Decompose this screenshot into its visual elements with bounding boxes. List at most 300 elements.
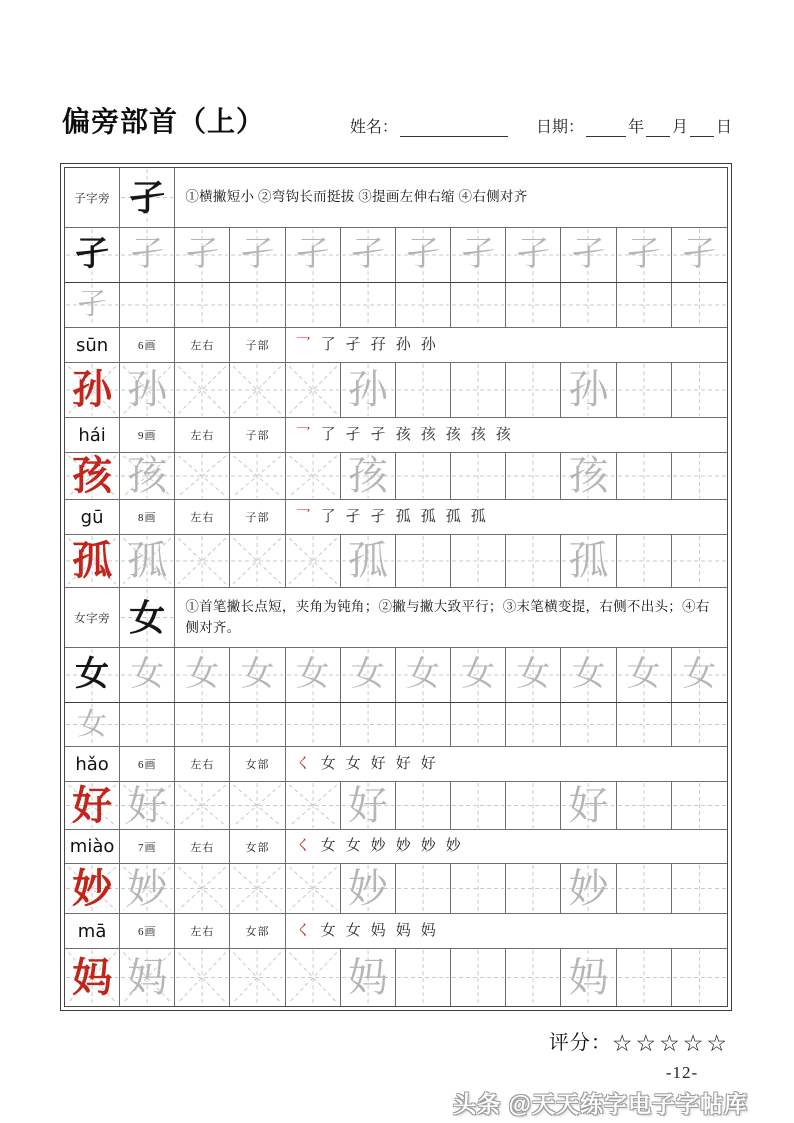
mi-grid-guides (286, 535, 340, 587)
practice-character: 孙 (347, 367, 388, 412)
stroke-order-step: 女 (320, 838, 336, 854)
structure-cell: 左右 (175, 418, 230, 452)
empty-practice-cell (286, 703, 341, 746)
table-row-trace (65, 648, 727, 703)
rating-label: 评分： (548, 1032, 612, 1054)
practice-character: 女 (240, 656, 275, 693)
month-suffix: 月 (671, 119, 688, 136)
table-row-radical_header (65, 168, 727, 228)
stroke-order-step: 好 (420, 755, 436, 772)
stroke-order-step: 孖 (370, 336, 386, 353)
trace-practice-cell (175, 648, 230, 702)
stroke-order-step: く (295, 838, 311, 854)
practice-character: 孑 (406, 236, 441, 273)
table-row-info (65, 747, 727, 782)
mi-grid-guides (175, 535, 229, 587)
practice-character: 好 (127, 782, 168, 828)
stroke-count-cell: 9画 (120, 418, 175, 452)
cross-grid-guides (672, 363, 727, 417)
empty-practice-cell (561, 283, 616, 327)
character-practice-cell (65, 535, 120, 587)
table-row-chars (65, 535, 727, 588)
cross-grid-guides (672, 782, 727, 829)
character-practice-cell (175, 453, 230, 499)
rating-stars: ☆☆☆☆☆ (611, 1031, 730, 1056)
stroke-order-step: 妙 (370, 838, 386, 854)
month-blank (646, 121, 670, 137)
trace-practice-cell (230, 648, 285, 702)
practice-character: 妙 (127, 865, 168, 911)
character-practice-cell (672, 535, 727, 587)
cross-grid-guides (506, 949, 560, 1006)
radical-instructions-cell: ①横撇短小 ②弯钩长而挺拔 ③提画左伸右缩 ④右侧对齐 (185, 189, 528, 205)
practice-character: 好 (347, 782, 388, 828)
table-row-chars (65, 949, 727, 1006)
stroke-order-step: く (295, 922, 311, 939)
cross-grid-guides (506, 535, 560, 587)
trace-practice-cell (451, 228, 506, 282)
character-practice-cell (561, 453, 616, 499)
character-practice-cell (672, 363, 727, 417)
character-practice-cell (230, 782, 285, 829)
character-practice-cell (561, 949, 616, 1006)
character-practice-cell (230, 453, 285, 499)
character-practice-cell (286, 453, 341, 499)
page-header (62, 100, 732, 140)
stroke-order-step: 女 (320, 922, 336, 939)
empty-practice-cell (396, 703, 451, 746)
practice-character: 女 (350, 656, 385, 693)
character-practice-cell (65, 864, 120, 913)
stroke-order-step: 孤 (470, 508, 486, 525)
cross-grid-guides (672, 453, 727, 499)
cross-grid-guides (672, 535, 727, 587)
table-row-info (65, 328, 727, 363)
practice-character: 妙 (72, 865, 113, 911)
cross-grid-guides (396, 782, 450, 829)
pinyin-cell (65, 418, 120, 452)
structure-cell: 左右 (175, 747, 230, 781)
stroke-order-cell (286, 747, 727, 781)
character-practice-cell (561, 782, 616, 829)
practice-character: 孙 (568, 367, 609, 412)
character-practice-cell (230, 363, 285, 417)
mi-grid-guides (230, 453, 284, 499)
mi-grid-guides (175, 363, 229, 417)
practice-character: 孑 (571, 236, 606, 273)
stroke-order-step: 乛 (295, 508, 311, 525)
stroke-count-cell: 7画 (120, 830, 175, 863)
empty-practice-cell (341, 703, 396, 746)
character-practice-cell (396, 535, 451, 587)
character-practice-cell (65, 363, 120, 417)
mi-grid-guides (175, 949, 229, 1006)
cross-grid-guides (672, 283, 727, 327)
cross-grid-guides (451, 864, 505, 913)
character-practice-cell (230, 535, 285, 587)
character-practice-cell (341, 949, 396, 1006)
stroke-order-step: 孑 (345, 508, 361, 525)
cross-grid-guides (175, 703, 229, 746)
character-practice-cell (451, 363, 506, 417)
table-row-faint (65, 702, 727, 747)
stroke-order-step: 孩 (420, 426, 436, 443)
table-row-info (65, 418, 727, 453)
trace-practice-cell (672, 228, 727, 282)
practice-character: 女 (461, 656, 496, 693)
stroke-order-step: 孑 (370, 426, 386, 443)
cross-grid-guides (506, 283, 560, 327)
year-suffix: 年 (627, 119, 644, 136)
mi-grid-guides (286, 782, 340, 829)
practice-character: 孑 (129, 177, 166, 218)
character-practice-cell (230, 949, 285, 1006)
stroke-order-step: 好 (370, 755, 386, 772)
cross-grid-guides (617, 363, 671, 417)
stroke-order-step: 妙 (445, 838, 461, 854)
cross-grid-guides (451, 453, 505, 499)
cross-grid-guides (617, 703, 671, 746)
practice-character: 孙 (127, 367, 168, 412)
stroke-order-step: 了 (320, 426, 336, 443)
character-practice-cell (120, 535, 175, 587)
trace-practice-cell (561, 228, 616, 282)
practice-character: 孑 (682, 236, 717, 273)
character-practice-cell (286, 363, 341, 417)
character-practice-cell (506, 949, 561, 1006)
radical-cell: 女部 (230, 747, 285, 781)
stroke-order-step: 孩 (445, 426, 461, 443)
empty-practice-cell (230, 703, 285, 746)
trace-practice-cell (175, 228, 230, 282)
stroke-order-step: 女 (345, 838, 361, 854)
empty-practice-cell (451, 703, 506, 746)
pinyin-label: hái (78, 424, 106, 446)
character-practice-cell (396, 782, 451, 829)
cross-grid-guides (341, 283, 395, 327)
stroke-order-step: 孤 (445, 508, 461, 525)
cross-grid-guides (561, 283, 615, 327)
character-practice-cell (65, 949, 120, 1006)
practice-character: 好 (72, 782, 113, 828)
stroke-order-step: 孤 (395, 508, 411, 525)
character-practice-cell (341, 363, 396, 417)
table-row-chars (65, 782, 727, 830)
name-blank (400, 121, 508, 137)
mi-grid-guides (230, 949, 284, 1006)
empty-practice-cell (506, 283, 561, 327)
stroke-order-step: 妈 (395, 922, 411, 939)
empty-practice-cell (451, 283, 506, 327)
practice-character: 女 (571, 656, 606, 693)
empty-practice-cell (341, 283, 396, 327)
stroke-count-cell: 8画 (120, 500, 175, 534)
radical-instructions-cell: ①首笔撇长点短，夹角为钝角；②撇与撇大致平行；③末笔横变提，右侧不出头；④右侧对齐。 (185, 598, 710, 635)
mi-grid-guides (175, 453, 229, 499)
table-row-radical_header (65, 588, 727, 648)
character-practice-cell (561, 363, 616, 417)
character-practice-cell (396, 949, 451, 1006)
character-practice-cell (506, 363, 561, 417)
practice-character: 女 (130, 656, 165, 693)
character-practice-cell (286, 949, 341, 1006)
cross-grid-guides (672, 949, 727, 1006)
cross-grid-guides (451, 949, 505, 1006)
character-practice-cell (120, 453, 175, 499)
character-practice-cell (561, 864, 616, 913)
empty-practice-cell (175, 283, 230, 327)
stroke-order-step: 了 (320, 336, 336, 353)
character-practice-cell (341, 864, 396, 913)
character-practice-cell (617, 782, 672, 829)
practice-character: 女 (406, 656, 441, 693)
stroke-order-step: 了 (320, 508, 336, 525)
pinyin-label: miào (69, 836, 115, 857)
name-date-line (350, 114, 732, 140)
cross-grid-guides (396, 453, 450, 499)
practice-character: 女 (185, 656, 220, 693)
practice-character: 女 (129, 597, 166, 638)
trace-practice-cell (396, 648, 451, 702)
stroke-count-cell: 6画 (120, 747, 175, 781)
table-row-info (65, 914, 727, 949)
trace-practice-cell (561, 648, 616, 702)
practice-character: 女 (682, 656, 717, 693)
practice-character: 孑 (130, 236, 165, 273)
stroke-order-cell (286, 914, 727, 948)
character-practice-cell (506, 453, 561, 499)
character-practice-cell (396, 363, 451, 417)
stroke-order-step: 女 (345, 755, 361, 772)
cross-grid-guides (617, 864, 671, 913)
stroke-order-step: 乛 (295, 426, 311, 443)
cross-grid-guides (451, 703, 505, 746)
empty-practice-cell (617, 703, 672, 746)
cross-grid-guides (617, 782, 671, 829)
practice-character: 孤 (72, 538, 113, 583)
stroke-order-step: 孩 (395, 426, 411, 443)
practice-character: 孑 (240, 236, 275, 273)
character-practice-cell (175, 782, 230, 829)
character-practice-cell (396, 453, 451, 499)
stroke-order-step: 好 (395, 755, 411, 772)
cross-grid-guides (396, 949, 450, 1006)
table-row-info (65, 830, 727, 864)
stroke-order-step: 孙 (395, 336, 411, 353)
table-row-trace (65, 228, 727, 283)
practice-character: 妙 (568, 865, 609, 911)
stroke-order-cell (286, 418, 727, 452)
radical-cell: 子部 (230, 500, 285, 534)
character-practice-cell (120, 864, 175, 913)
table-row-faint (65, 282, 727, 328)
empty-practice-cell (120, 703, 175, 746)
trace-practice-cell (617, 648, 672, 702)
character-practice-cell (617, 864, 672, 913)
cross-grid-guides (396, 864, 450, 913)
stroke-order-step: 孑 (345, 426, 361, 443)
radical-name-cell: 女字旁 (65, 588, 120, 647)
mi-grid-guides (230, 864, 284, 913)
cross-grid-guides (451, 782, 505, 829)
pinyin-cell (65, 914, 120, 948)
name-label: 姓名： (349, 119, 398, 136)
pinyin-cell (65, 500, 120, 534)
empty-practice-cell (672, 283, 727, 327)
empty-practice-cell (120, 283, 175, 327)
practice-character: 好 (568, 782, 609, 828)
trace-practice-cell (65, 228, 120, 282)
character-practice-cell (230, 864, 285, 913)
cross-grid-guides (230, 283, 284, 327)
stroke-order-step: 妈 (420, 922, 436, 939)
character-practice-cell (506, 782, 561, 829)
trace-practice-cell (120, 648, 175, 702)
cross-grid-guides (451, 283, 505, 327)
character-practice-cell (451, 864, 506, 913)
character-practice-cell (451, 453, 506, 499)
character-practice-cell (672, 949, 727, 1006)
pinyin-label: mā (77, 920, 107, 942)
trace-practice-cell (286, 648, 341, 702)
trace-practice-cell (451, 648, 506, 702)
structure-cell: 左右 (175, 914, 230, 948)
trace-practice-cell (120, 228, 175, 282)
practice-character: 孩 (568, 453, 609, 498)
radical-cell: 子部 (230, 328, 285, 362)
stroke-order-step: 孑 (370, 508, 386, 525)
empty-practice-cell (230, 283, 285, 327)
stroke-order-cell (286, 328, 727, 362)
cross-grid-guides (506, 363, 560, 417)
character-practice-cell (396, 864, 451, 913)
table-row-info (65, 500, 727, 535)
mi-grid-guides (230, 363, 284, 417)
radical-cell: 女部 (230, 830, 285, 863)
cross-grid-guides (396, 703, 450, 746)
table-row-chars (65, 864, 727, 914)
practice-character: 孑 (75, 236, 110, 273)
character-practice-cell (451, 782, 506, 829)
practice-character: 孑 (626, 236, 661, 273)
trace-practice-cell (506, 228, 561, 282)
cross-grid-guides (617, 453, 671, 499)
cross-grid-guides (175, 283, 229, 327)
cross-grid-guides (672, 864, 727, 913)
stroke-order-step: 孩 (470, 426, 486, 443)
pinyin-cell (65, 830, 120, 863)
character-practice-cell (617, 453, 672, 499)
practice-character: 孩 (72, 453, 113, 498)
cross-grid-guides (396, 535, 450, 587)
mi-grid-guides (286, 864, 340, 913)
cross-grid-guides (672, 703, 727, 746)
cross-grid-guides (286, 283, 340, 327)
character-practice-cell (451, 949, 506, 1006)
character-practice-cell (120, 949, 175, 1006)
practice-character: 孤 (347, 538, 388, 583)
cross-grid-guides (451, 363, 505, 417)
character-practice-cell (175, 363, 230, 417)
practice-character: 女 (295, 656, 330, 693)
empty-practice-cell (672, 703, 727, 746)
practice-character: 孤 (127, 538, 168, 583)
rating-line (549, 1026, 730, 1057)
cross-grid-guides (506, 782, 560, 829)
stroke-order-step: く (295, 755, 311, 772)
cross-grid-guides (561, 703, 615, 746)
practice-character: 孤 (568, 538, 609, 583)
practice-character: 孙 (72, 367, 113, 412)
cross-grid-guides (506, 703, 560, 746)
practice-character: 孑 (461, 236, 496, 273)
character-practice-cell (120, 782, 175, 829)
stroke-order-cell (286, 830, 727, 863)
character-practice-cell (341, 453, 396, 499)
structure-cell: 左右 (175, 830, 230, 863)
watermark-text: 头条 @天天练字电子字帖库 (453, 1091, 748, 1117)
stroke-order-step: 孩 (495, 426, 511, 443)
practice-character: 妈 (72, 954, 113, 1000)
empty-practice-cell (65, 283, 120, 327)
character-practice-cell (506, 535, 561, 587)
character-practice-cell (617, 949, 672, 1006)
table-row-chars (65, 453, 727, 500)
character-practice-cell (672, 782, 727, 829)
date-label: 日期： (535, 119, 584, 136)
character-practice-cell (341, 535, 396, 587)
mi-grid-guides (175, 864, 229, 913)
empty-practice-cell (617, 283, 672, 327)
practice-character: 孑 (77, 288, 108, 321)
practice-character: 女 (626, 656, 661, 693)
practice-character: 孑 (516, 236, 551, 273)
practice-character: 女 (75, 656, 110, 693)
pinyin-label: gū (80, 506, 104, 528)
cross-grid-guides (120, 703, 174, 746)
mi-grid-guides (230, 535, 284, 587)
pinyin-cell (65, 747, 120, 781)
character-practice-cell (617, 535, 672, 587)
trace-practice-cell (230, 228, 285, 282)
stroke-count-cell: 6画 (120, 328, 175, 362)
stroke-order-step: 孤 (420, 508, 436, 525)
character-practice-cell (120, 363, 175, 417)
structure-cell: 左右 (175, 328, 230, 362)
practice-character: 孑 (295, 236, 330, 273)
character-practice-cell (672, 864, 727, 913)
worksheet-frame (60, 163, 732, 1011)
cross-grid-guides (341, 703, 395, 746)
mi-grid-guides (286, 453, 340, 499)
practice-character: 妈 (127, 954, 168, 1000)
stroke-order-step: 乛 (295, 336, 311, 353)
character-practice-cell (617, 363, 672, 417)
practice-character: 孩 (347, 453, 388, 498)
character-practice-cell (451, 535, 506, 587)
year-blank (586, 121, 626, 137)
practice-character: 孩 (127, 453, 168, 498)
mi-grid-guides (175, 782, 229, 829)
trace-practice-cell (65, 648, 120, 702)
cross-grid-guides (617, 283, 671, 327)
trace-practice-cell (286, 228, 341, 282)
trace-practice-cell (341, 228, 396, 282)
day-blank (690, 121, 714, 137)
stroke-count-cell: 6画 (120, 914, 175, 948)
cross-grid-guides (506, 453, 560, 499)
trace-practice-cell (672, 648, 727, 702)
